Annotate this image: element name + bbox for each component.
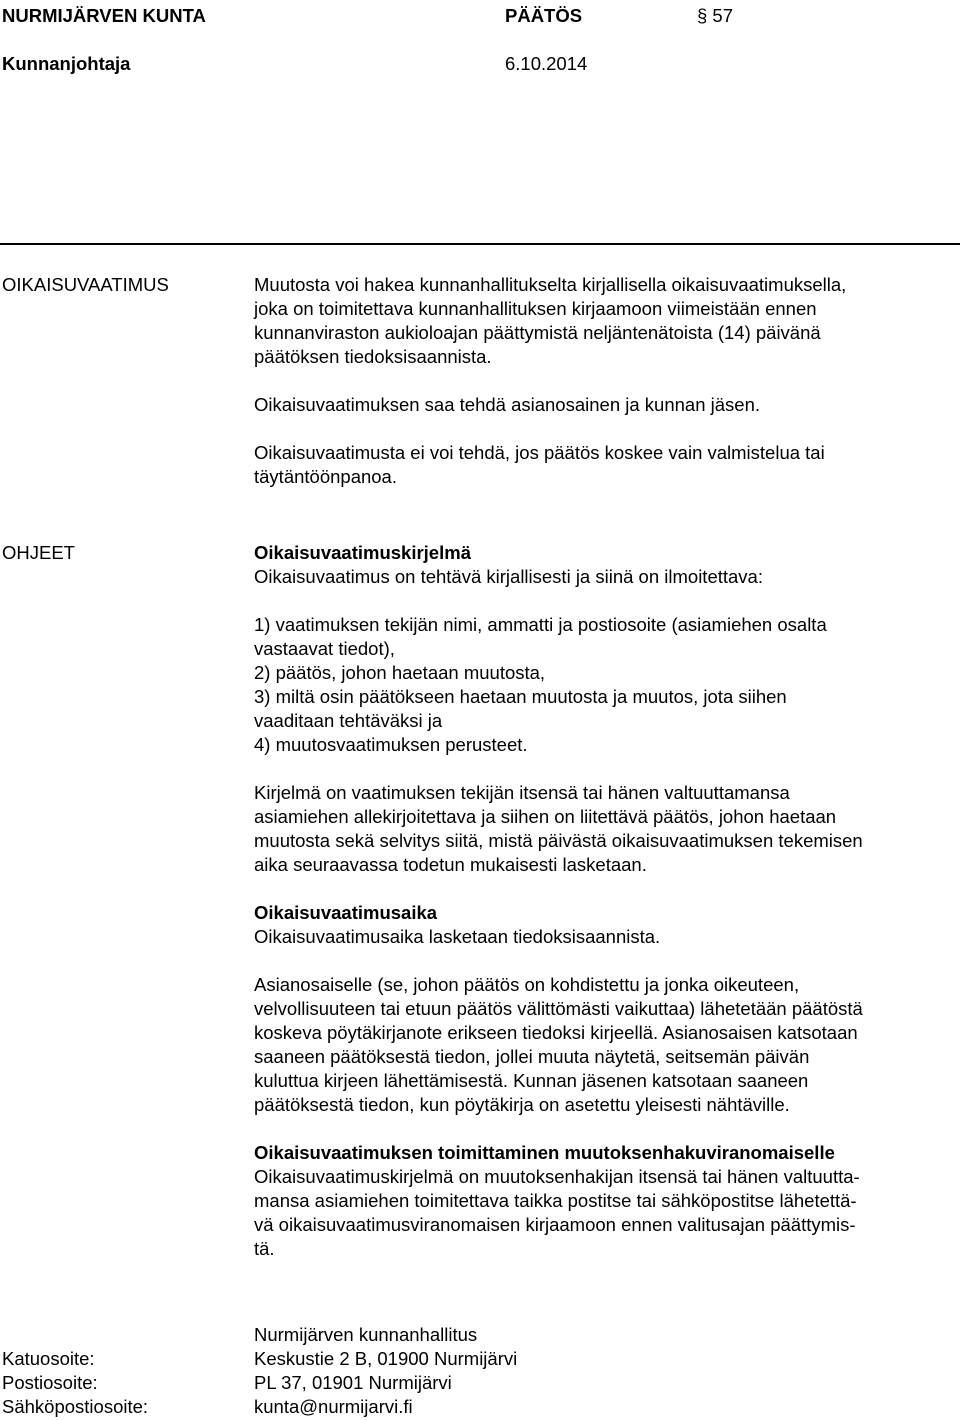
text-line: aika seuraavassa todetun mukaisesti lasketaan. (254, 854, 647, 875)
list-item: vastaavat tiedot), (254, 638, 395, 659)
paragraph (254, 781, 954, 877)
text-line: päätöksen tiedoksisaannista. (254, 346, 492, 367)
text-line: asiamiehen allekirjoitettava ja siihen on liitettävä päätös, johon haetaan (254, 806, 837, 827)
section-label-ohjeet: OHJEET (2, 542, 75, 563)
text-line: kunnanviraston aukioloajan päättymistä neljäntenätoista (14) päivänä (254, 322, 821, 343)
section-label-oikaisuvaatimus: OIKAISUVAATIMUS (2, 274, 169, 295)
list-item: 4) muutosvaatimuksen perusteet. (254, 734, 528, 755)
header-divider (0, 243, 960, 245)
paragraph (254, 973, 954, 1117)
text-line: koskeva pöytäkirjanote erikseen tiedoksi kirjeellä. Asianosaisen katsotaan (254, 1022, 858, 1043)
text-line: Oikaisuvaatimuksen saa tehdä asianosainen ja kunnan jäsen. (254, 394, 760, 415)
list-item: 1) vaatimuksen tekijän nimi, ammatti ja postiosoite (asiamiehen osalta (254, 614, 827, 635)
subheading: Oikaisuvaatimusaika (254, 902, 438, 923)
footer-label-postal: Postiosoite: (2, 1372, 98, 1393)
footer-street: Keskustie 2 B, 01900 Nurmijärvi (254, 1348, 518, 1369)
text-line: täytäntöönpanoa. (254, 466, 397, 487)
footer-label-email: Sähköpostiosoite: (2, 1396, 149, 1417)
footer-postal: PL 37, 01901 Nurmijärvi (254, 1372, 452, 1393)
text-line: Oikaisuvaatimusta ei voi tehdä, jos päätös koskee vain valmistelua tai (254, 442, 825, 463)
text-line: muutosta sekä selvitys siitä, mistä päivästä oikaisuvaatimuksen tekemisen (254, 830, 863, 851)
text-line: Oikaisuvaatimus on tehtävä kirjallisesti ja siinä on ilmoitettava: (254, 566, 763, 587)
official-title: Kunnanjohtaja (2, 53, 131, 74)
footer-label-street: Katuosoite: (2, 1348, 95, 1369)
paragraph (254, 541, 954, 589)
text-line: Oikaisuvaatimuskirjelmä on muutoksenhakijan itsensä tai hänen valtuutta- (254, 1166, 860, 1187)
paragraph (254, 901, 954, 949)
text-line: mansa asiamiehen toimitettava taikka postitse tai sähköpostitse lähetettä- (254, 1190, 857, 1211)
subheading: Oikaisuvaatimuksen toimittaminen muutoksenhakuviranomaiselle (254, 1142, 835, 1163)
section-number: § 57 (697, 5, 734, 26)
document-type: PÄÄTÖS (505, 5, 583, 26)
subheading: Oikaisuvaatimuskirjelmä (254, 542, 471, 563)
text-line: Kirjelmä on vaatimuksen tekijän itsensä tai hänen valtuuttamansa (254, 782, 790, 803)
text-line: Muutosta voi hakea kunnanhallitukselta kirjallisella oikaisuvaatimuksella, (254, 274, 847, 295)
requirements-list (254, 613, 954, 757)
paragraph (254, 273, 954, 369)
text-line: saaneen päätöksestä tiedon, jollei muuta näytetä, seitsemän päivän (254, 1046, 810, 1067)
text-line: velvollisuuteen tai etuun päätös välittömästi vaikuttaa) lähetetään päätöstä (254, 998, 863, 1019)
list-item: 3) miltä osin päätökseen haetaan muutosta ja muutos, jota siihen (254, 686, 787, 707)
document-date: 6.10.2014 (505, 53, 588, 74)
org-name: NURMIJÄRVEN KUNTA (2, 5, 206, 26)
paragraph (254, 1141, 954, 1261)
text-line: Oikaisuvaatimusaika lasketaan tiedoksisaannista. (254, 926, 661, 947)
list-item: 2) päätös, johon haetaan muutosta, (254, 662, 546, 683)
text-line: päätöksestä tiedon, kun pöytäkirja on asetettu yleisesti nähtäville. (254, 1094, 790, 1115)
paragraph (254, 393, 954, 417)
footer-email: kunta@nurmijarvi.fi (254, 1396, 413, 1417)
text-line: kuluttua kirjeen lähettämisestä. Kunnan jäsenen katsotaan saaneen (254, 1070, 809, 1091)
oikaisuvaatimus-body (254, 273, 954, 489)
text-line: vä oikaisuvaatimusviranomaisen kirjaamoon ennen valitusajan päättymis- (254, 1214, 856, 1235)
list-item: vaaditaan tehtäväksi ja (254, 710, 443, 731)
text-line: joka on toimitettava kunnanhallituksen kirjaamoon viimeistään ennen (254, 298, 817, 319)
text-line: tä. (254, 1238, 275, 1259)
footer-org-name: Nurmijärven kunnanhallitus (254, 1324, 478, 1345)
text-line: Asianosaiselle (se, johon päätös on kohdistettu ja jonka oikeuteen, (254, 974, 800, 995)
ohjeet-body (254, 541, 954, 1261)
paragraph (254, 441, 954, 489)
